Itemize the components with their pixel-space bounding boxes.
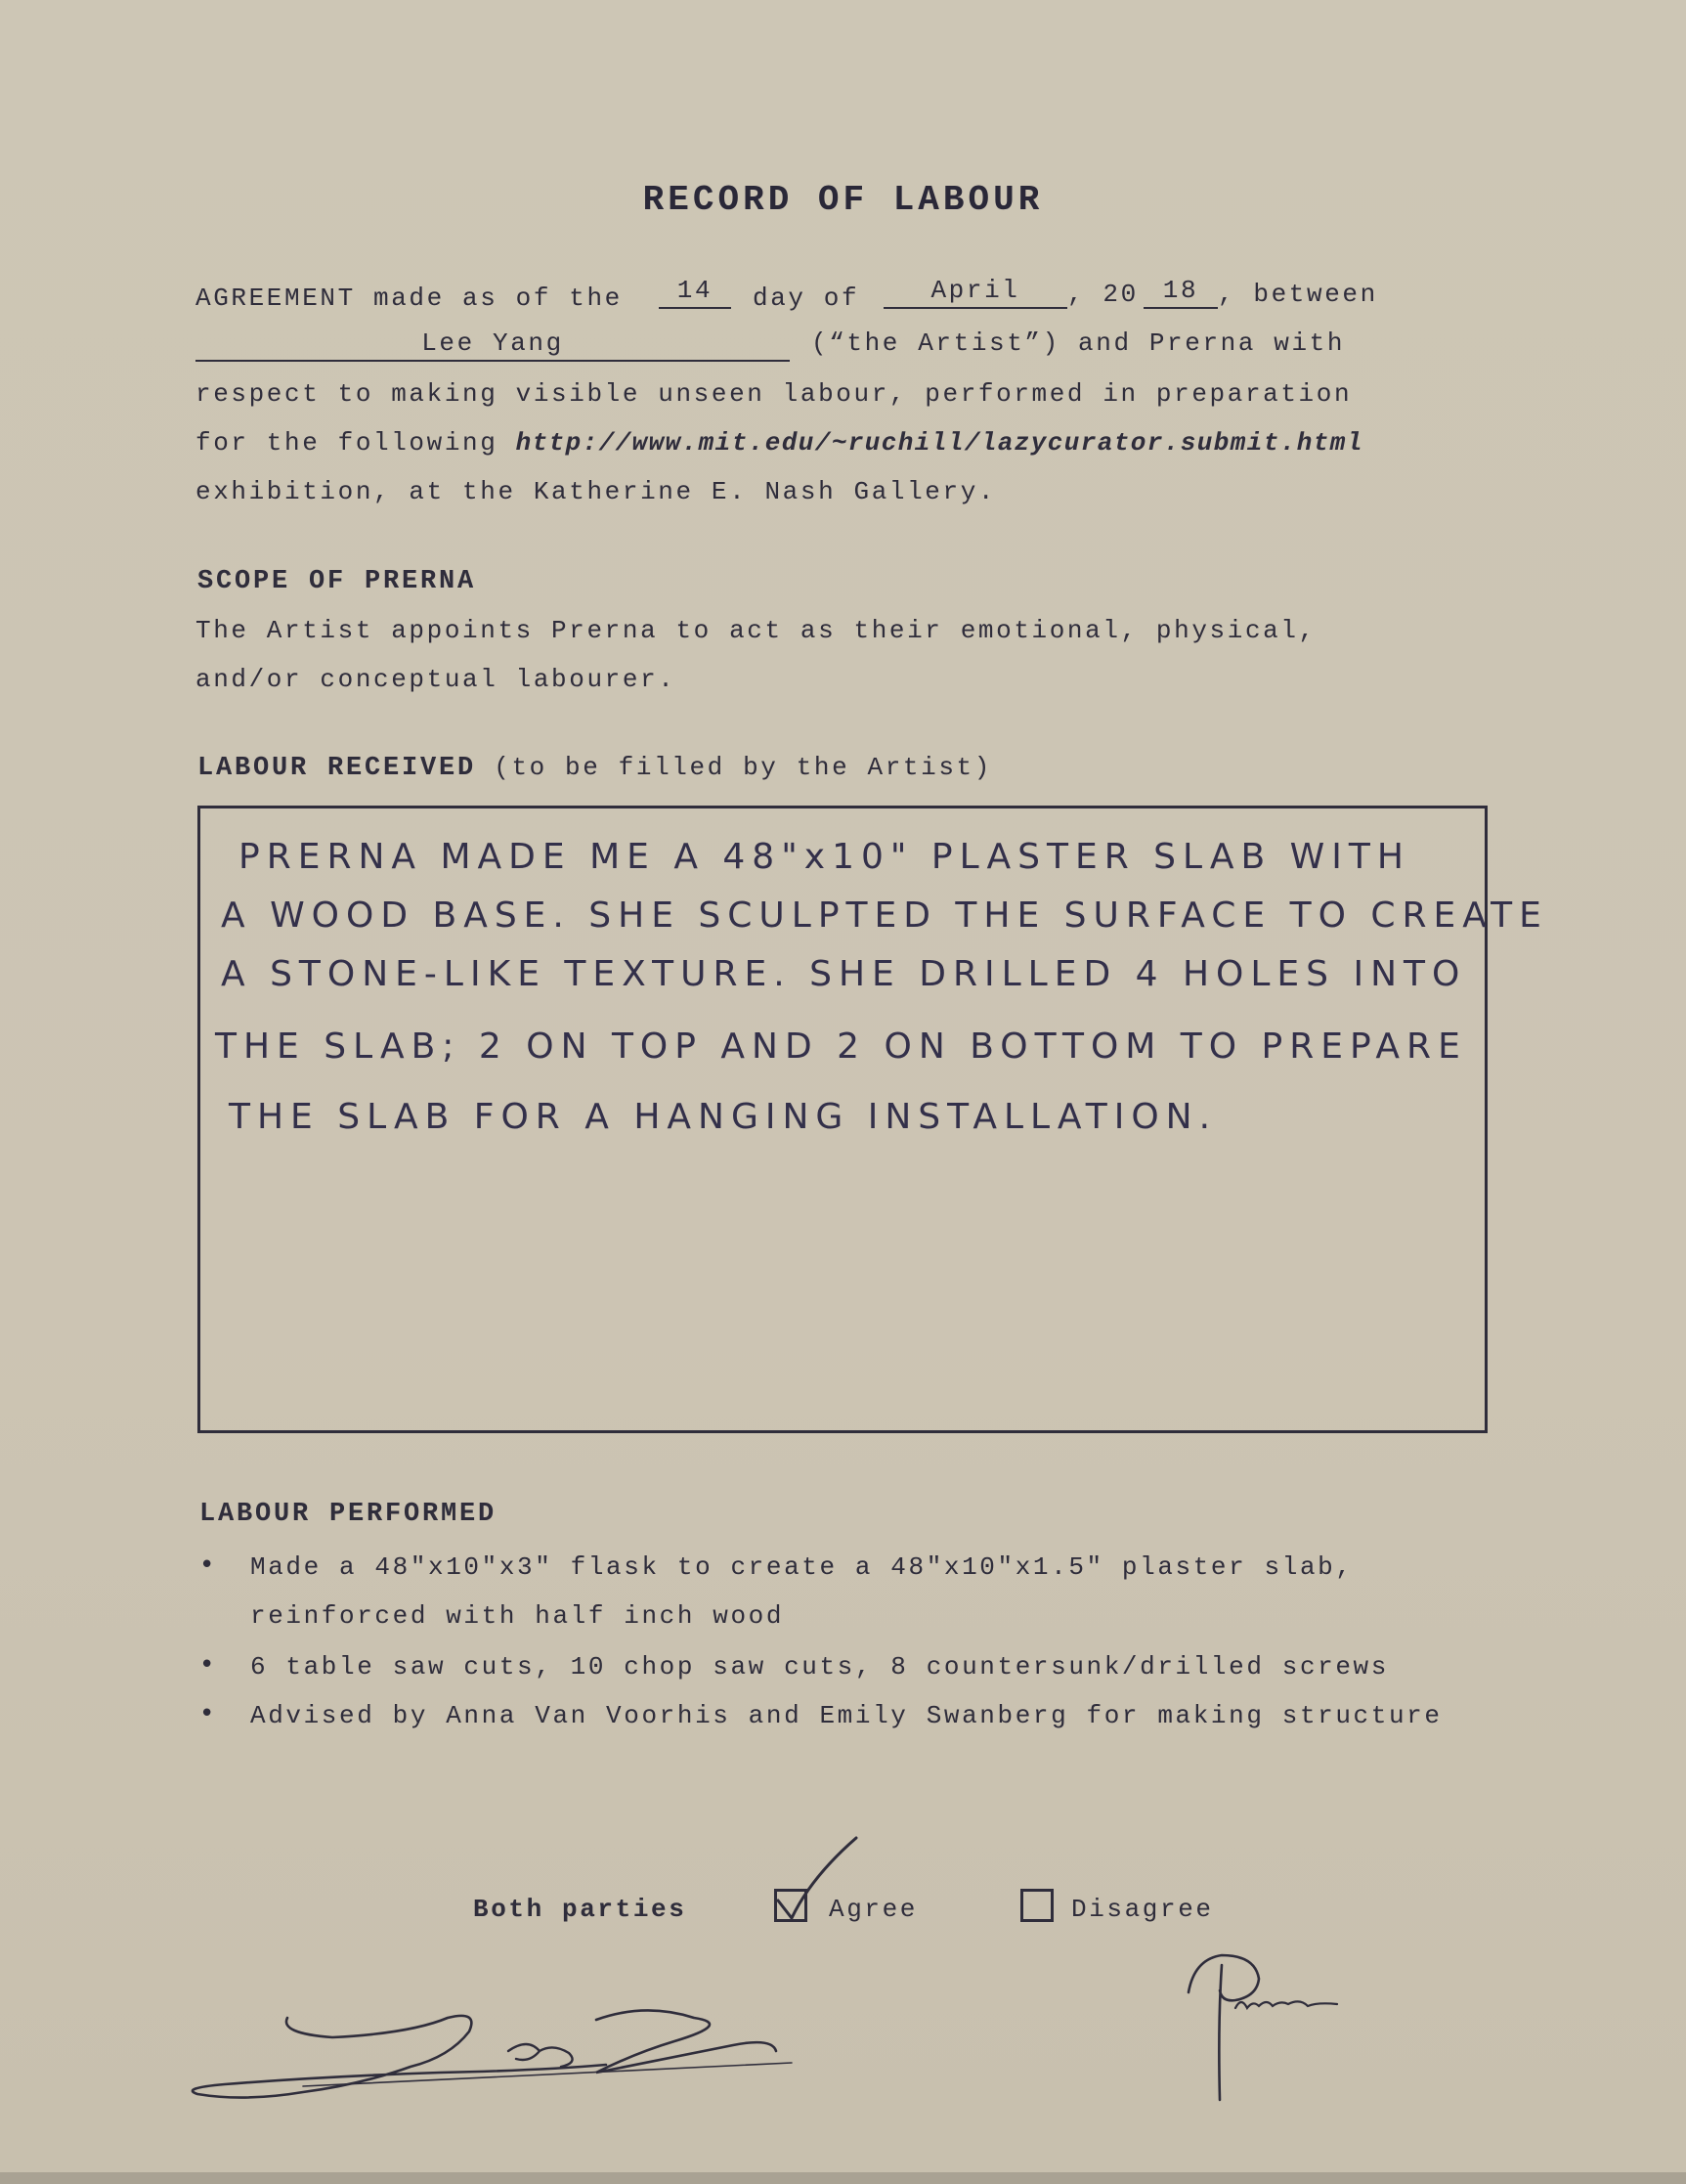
prerna-signature xyxy=(1173,1945,1349,2112)
agree-label: Agree xyxy=(829,1895,919,1924)
labour-item-1-continued: reinforced with half inch wood xyxy=(250,1601,785,1631)
agreement-year-prefix: , 20 xyxy=(1067,280,1139,309)
labour-item-2: 6 table saw cuts, 10 chop saw cuts, 8 countersunk/drilled screws xyxy=(250,1652,1389,1682)
agreement-day-of: day of xyxy=(753,284,860,313)
disagree-checkbox[interactable] xyxy=(1020,1889,1054,1922)
labour-received-heading: LABOUR RECEIVED xyxy=(197,754,477,783)
labour-received-header xyxy=(197,753,992,783)
exhibition-url: http://www.mit.edu/~ruchill/lazycurator.submit.html xyxy=(515,428,1363,458)
labour-performed-heading: LABOUR PERFORMED xyxy=(199,1500,497,1529)
agreement-line-5: exhibition, at the Katherine E. Nash Gallery. xyxy=(195,477,997,506)
agreement-prefix: AGREEMENT made as of the xyxy=(195,284,623,313)
scope-line-2: and/or conceptual labourer. xyxy=(195,665,676,694)
agreement-day-field: 14 xyxy=(659,276,731,309)
scope-heading: SCOPE OF PRERNA xyxy=(197,567,477,596)
handwritten-line-5: THE SLAB FOR A HANGING INSTALLATION. xyxy=(229,1097,1218,1137)
agreement-line-4 xyxy=(195,428,1363,458)
artist-signature xyxy=(186,1994,811,2112)
labour-item-1: Made a 48″x10″x3″ flask to create a 48″x10″x1.5″ plaster slab, xyxy=(250,1552,1354,1582)
bullet-1: • xyxy=(199,1551,215,1580)
bullet-2: • xyxy=(199,1650,215,1680)
handwritten-line-3: A STONE-LIKE TEXTURE. SHE DRILLED 4 HOLES INTO xyxy=(221,954,1467,994)
labour-item-3: Advised by Anna Van Voorhis and Emily Swanberg for making structure xyxy=(250,1701,1443,1730)
agreement-between: , between xyxy=(1218,280,1378,309)
agreement-month-field: April xyxy=(884,276,1067,309)
agreement-year-field: 18 xyxy=(1144,276,1218,309)
disagree-label: Disagree xyxy=(1071,1895,1214,1924)
handwritten-line-2: A WOOD BASE. SHE SCULPTED THE SURFACE TO CREATE xyxy=(221,895,1548,936)
paper-edge xyxy=(0,2172,1686,2184)
scope-line-1: The Artist appoints Prerna to act as their emotional, physical, xyxy=(195,616,1317,645)
handwritten-line-1: PRERNA MADE ME A 48"x10" PLASTER SLAB WITH xyxy=(238,837,1410,877)
bullet-3: • xyxy=(199,1699,215,1728)
handwritten-line-4: THE SLAB; 2 ON TOP AND 2 ON BOTTOM TO PREPARE xyxy=(215,1026,1467,1067)
agreement-line-3: respect to making visible unseen labour, performed in preparation xyxy=(195,379,1353,409)
document-title: RECORD OF LABOUR xyxy=(642,180,1044,220)
agreement-line-4-prefix: for the following xyxy=(195,428,498,458)
labour-received-note: (to be filled by the Artist) xyxy=(494,753,992,782)
artist-name-field: Lee Yang xyxy=(195,328,790,362)
both-parties-label: Both parties xyxy=(473,1895,687,1924)
artist-clause: (“the Artist”) and Prerna with xyxy=(811,328,1346,358)
